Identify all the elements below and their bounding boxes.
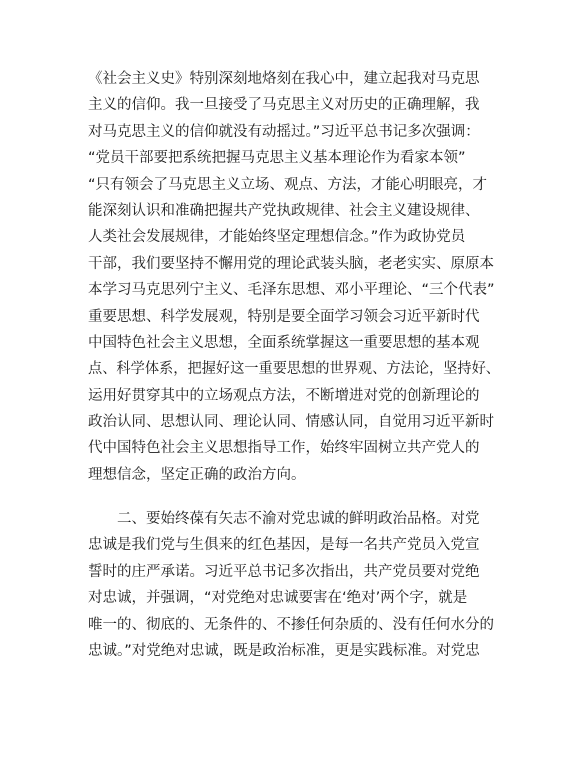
text-line: 政治认同、思想认同、理论认同、情感认同，自觉用习近平新时 — [88, 414, 494, 431]
text-line: “只有领会了马克思主义立场、观点、方法，才能心明眼亮，才 — [88, 176, 488, 193]
text-line: 主义的信仰。我一旦接受了马克思主义对历史的正确理解，我 — [88, 97, 480, 114]
text-line: 对马克思主义的信仰就没有动摇过。”习近平总书记多次强调： — [88, 123, 480, 140]
text-line: 忠诚。”对党绝对忠诚，既是政治标准，更是实践标准。对党忠 — [88, 642, 480, 659]
text-line: 点、科学体系，把握好这一重要思想的世界观、方法论，坚持好、 — [88, 361, 500, 378]
text-line: 忠诚是我们党与生俱来的红色基因，是每一名共产党员入党宣 — [88, 537, 480, 554]
paragraph-1 — [88, 66, 500, 488]
text-line: 本学习马克思列宁主义、毛泽东思想、邓小平理论、“三个代表” — [88, 282, 495, 299]
text-line: 运用好贯穿其中的立场观点方法，不断增进对党的创新理论的 — [88, 387, 480, 404]
text-line: 代中国特色社会主义思想指导工作，始终牢固树立共产党人的 — [88, 440, 480, 457]
text-line: 二、要始终葆有矢志不渝对党忠诚的鲜明政治品格。对党 — [117, 511, 480, 527]
text-line: 重要思想、科学发展观，特别是要全面学习领会习近平新时代 — [88, 308, 480, 325]
text-line: 誓时的庄严承诺。习近平总书记多次指出，共产党员要对党绝 — [88, 563, 480, 580]
paragraph-2 — [88, 506, 500, 664]
text-line: 干部，我们要坚持不懈用党的理论武装头脑，老老实实、原原本 — [88, 255, 494, 272]
text-line: 人类社会发展规律，才能始终坚定理想信念。”作为政协党员 — [88, 229, 466, 246]
text-line: 能深刻认识和准确把握共产党执政规律、社会主义建设规律、 — [88, 202, 480, 219]
text-line: 理想信念，坚定正确的政治方向。 — [88, 466, 306, 483]
text-line: 《社会主义史》特别深刻地烙刻在我心中，建立起我对马克思 — [88, 71, 480, 87]
text-line: “党员干部要把系统把握马克思主义基本理论作为看家本领” — [88, 150, 466, 167]
text-line: 中国特色社会主义思想，全面系统掌握这一重要思想的基本观 — [88, 334, 480, 351]
text-line: 对忠诚，并强调，“对党绝对忠诚要害在‘绝对’两个字，就是 — [88, 590, 468, 607]
text-line: 唯一的、彻底的、无条件的、不掺任何杂质的、没有任何水分的 — [88, 616, 494, 633]
